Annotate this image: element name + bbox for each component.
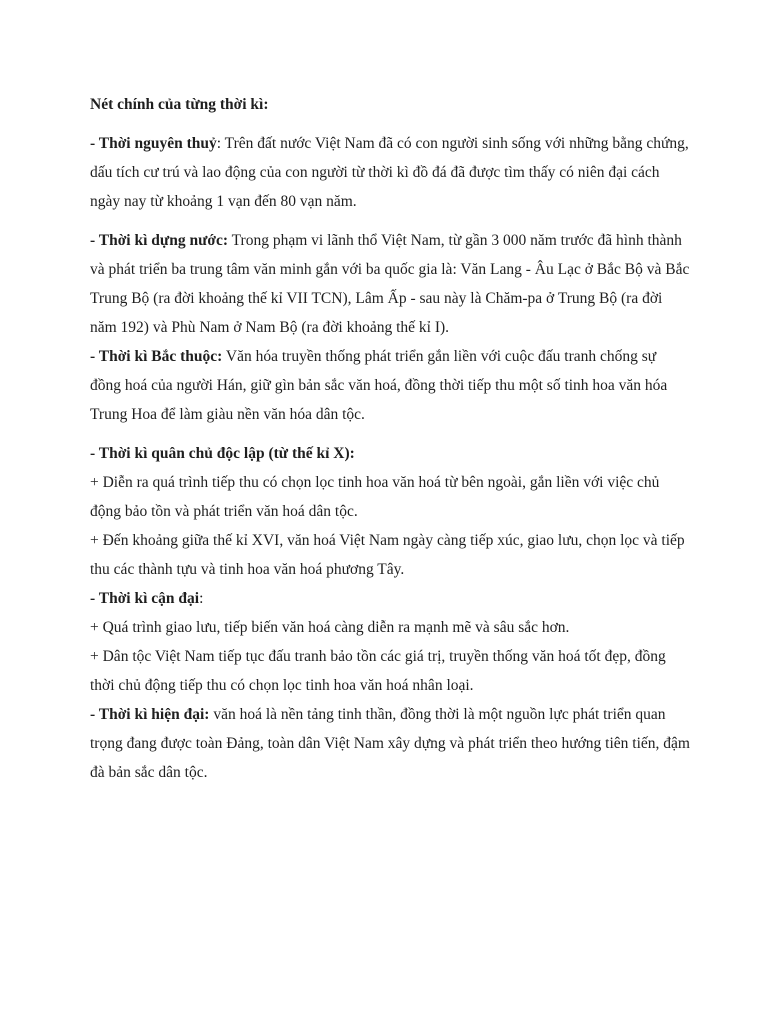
bullet-item xyxy=(90,642,690,700)
paragraph-label: Thời kì dựng nước: xyxy=(98,232,229,249)
document-body xyxy=(90,90,690,787)
paragraph-text: : xyxy=(199,590,204,607)
paragraph-label: Thời kì cận đại xyxy=(98,590,200,607)
bullet-item xyxy=(90,526,690,584)
paragraph-text: : Trên đất nước Việt Nam đã có con người sinh sống với những bằng chứng, dấu tích cư trú và lao động của con người từ thời kì đồ đá đã được tìm thấy có niên đại cách ngày nay từ khoảng 1 vạn đến 80 vạn năm. xyxy=(90,135,689,210)
paragraph-text: Trong phạm vi lãnh thổ Việt Nam, từ gần 3 000 năm trước đã hình thành và phát triển ba trung tâm văn minh gắn với ba quốc gia là: Văn Lang - Âu Lạc ở Bắc Bộ và Bắc Trung Bộ (ra đời khoảng thế kỉ VII TCN), Lâm Ấp - sau này là Chăm-pa ở Trung Bộ (ra đời năm 192) và Phù Nam ở Nam Bộ (ra đời khoảng thế kỉ I). xyxy=(90,232,690,336)
paragraph-dash: - xyxy=(90,232,99,249)
paragraph-independent-monarchy xyxy=(90,439,690,468)
paragraph-modern-early xyxy=(90,584,690,613)
paragraph-dash: - xyxy=(90,706,99,723)
paragraph-nation-building xyxy=(90,226,690,342)
heading-text: Nét chính của từng thời kì: xyxy=(90,96,269,113)
paragraph-label: Thời kì Bắc thuộc: xyxy=(98,348,223,365)
bullet-text: + Dân tộc Việt Nam tiếp tục đấu tranh bảo tồn các giá trị, truyền thống văn hoá tốt đẹp, đồng thời chủ động tiếp thu có chọn lọc tinh hoa văn hoá nhân loại. xyxy=(90,648,666,694)
paragraph-dash: - xyxy=(90,590,99,607)
paragraph-text: văn hoá là nền tảng tinh thần, đồng thời là một nguồn lực phát triển quan trọng đang được toàn Đảng, toàn dân Việt Nam xây dựng và phát triển theo hướng tiên tiến, đậm đà bản sắc dân tộc. xyxy=(90,706,690,781)
paragraph-label: Thời nguyên thuỷ xyxy=(98,135,217,152)
bullet-item xyxy=(90,468,690,526)
bullet-text: + Đến khoảng giữa thế kỉ XVI, văn hoá Việt Nam ngày càng tiếp xúc, giao lưu, chọn lọc và tiếp thu các thành tựu và tinh hoa văn hoá phương Tây. xyxy=(90,532,685,578)
paragraph-prehistoric xyxy=(90,129,690,216)
paragraph-dash: - xyxy=(90,135,99,152)
section-heading xyxy=(90,90,690,119)
paragraph-dash: - xyxy=(90,445,99,462)
paragraph-label: Thời kì quân chủ độc lập (từ thế kỉ X): xyxy=(98,445,355,462)
paragraph-contemporary xyxy=(90,700,690,787)
paragraph-text: Văn hóa truyền thống phát triển gắn liền với cuộc đấu tranh chống sự đồng hoá của người Hán, giữ gìn bản sắc văn hoá, đồng thời tiếp thu một số tinh hoa văn hóa Trung Hoa để làm giàu nền văn hóa dân tộc. xyxy=(90,348,668,423)
paragraph-dash: - xyxy=(90,348,99,365)
bullet-text: + Diễn ra quá trình tiếp thu có chọn lọc tinh hoa văn hoá từ bên ngoài, gắn liền với việc chủ động bảo tồn và phát triển văn hoá dân tộc. xyxy=(90,474,660,520)
paragraph-label: Thời kì hiện đại: xyxy=(98,706,210,723)
paragraph-northern-domination xyxy=(90,342,690,429)
bullet-item xyxy=(90,613,690,642)
bullet-text: + Quá trình giao lưu, tiếp biến văn hoá càng diễn ra mạnh mẽ và sâu sắc hơn. xyxy=(90,619,570,636)
